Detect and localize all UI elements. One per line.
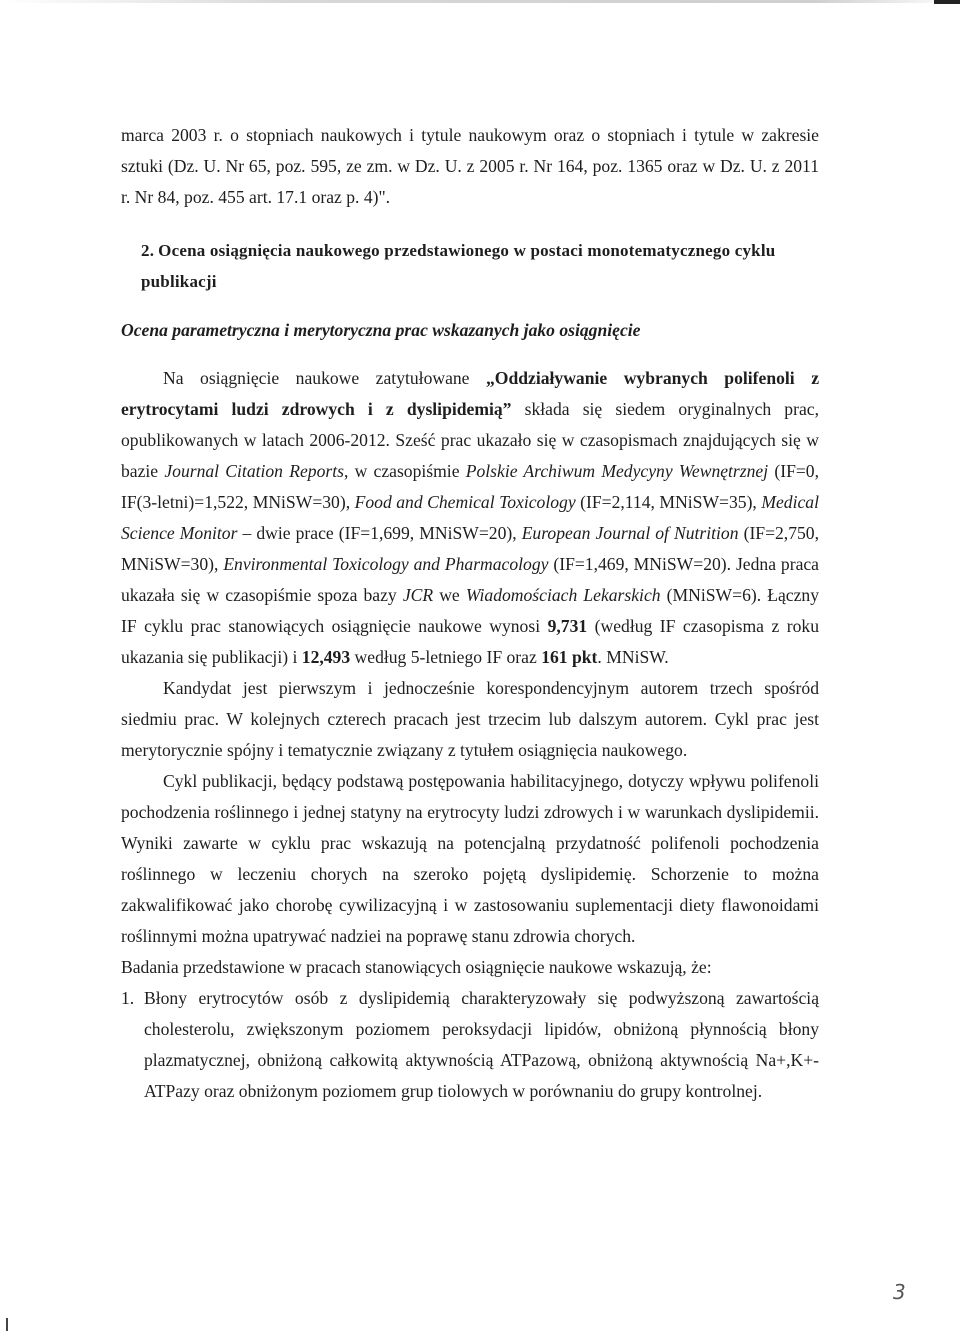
subheading: Ocena parametryczna i merytoryczna prac wskazanych jako osiągnięcie <box>121 320 641 340</box>
journal-name: Wiadomościach Lekarskich <box>465 585 661 605</box>
section-title-line2: publikacji <box>141 272 217 291</box>
text-run: składa się siedem oryginalnych prac, opublikowanych w latach 2006-2012. Sześć prac ukazało się w czasopismach znajdujących się w bazie <box>121 399 819 481</box>
journal-name: Food and Chemical Toxicology <box>354 492 576 512</box>
text-run: (MNiSW=6). Łączny IF cyklu prac stanowiących osiągnięcie naukowe wynosi <box>121 585 819 636</box>
paragraph-findings-intro: Badania przedstawione w pracach stanowiących osiągnięcie naukowe wskazują, że: <box>121 957 712 977</box>
text-run: . MNiSW. <box>597 647 669 667</box>
text-run: we <box>433 585 466 605</box>
text-run: (IF=0, IF(3-letni)=1,522, MNiSW=30), <box>121 461 819 512</box>
journal-name: Environmental Toxicology and Pharmacology <box>223 554 549 574</box>
document-body <box>121 120 819 1107</box>
paragraph-authorship: Kandydat jest pierwszym i jednocześnie korespondencyjnym autorem trzech spośród siedmiu prac. W kolejnych czterech pracach jest trzecim lub dalszym autorem. Cykl prac jest merytorycznie spójny i tematycznie związany z tytułem osiągnięcia naukowego. <box>121 678 819 760</box>
achievement-title: „Oddziaływanie wybranych polifenoli z erytrocytami ludzi zdrowych i z dyslipidemią” <box>121 368 819 419</box>
database-abbr: JCR <box>402 585 434 605</box>
text-run: (IF=2,114, MNiSW=35), <box>575 492 762 512</box>
scan-corner-mark <box>934 0 960 4</box>
impact-factor-total: 9,731 <box>547 616 588 636</box>
text-run: (IF=1,469, MNiSW=20). Jedna praca ukazała się w czasopiśmie spoza bazy <box>121 554 819 605</box>
text-run: według 5-letniego IF oraz <box>350 647 542 667</box>
section-heading <box>121 235 819 297</box>
section-number: 2. <box>141 241 155 260</box>
list-item <box>121 983 819 1107</box>
text-run: – dwie prace (IF=1,699, MNiSW=20), <box>237 523 522 543</box>
scan-edge-line <box>0 0 960 3</box>
text-run: (według IF czasopisma z roku ukazania się publikacji) i <box>121 616 819 667</box>
journal-name: European Journal of Nutrition <box>521 523 739 543</box>
intro-paragraph: marca 2003 r. o stopniach naukowych i tytule naukowym oraz o stopniach i tytule w zakresie sztuki (Dz. U. Nr 65, poz. 595, ze zm. w Dz. U. z 2005 r. Nr 164, poz. 1365 oraz w Dz. U. z 2011 r. Nr 84, poz. 455 art. 17.1 oraz p. 4)". <box>121 125 819 207</box>
journal-name: Polskie Archiwum Medycyny Wewnętrznej <box>465 461 769 481</box>
findings-list <box>121 983 819 1107</box>
scan-margin-mark <box>6 1318 8 1331</box>
text-run: , w czasopiśmie <box>343 461 466 481</box>
journal-name: Medical Science Monitor <box>121 492 819 543</box>
ministry-points: 161 pkt <box>541 647 598 667</box>
list-marker: 1. <box>121 988 135 1008</box>
database-name: Journal Citation Reports <box>164 461 344 481</box>
section-title-line1: Ocena osiągnięcia naukowego przedstawionego w postaci monotematycznego cyklu <box>158 241 776 260</box>
page-number: 3 <box>893 1280 906 1304</box>
text-run: Na osiągnięcie naukowe zatytułowane <box>163 368 486 388</box>
paragraph-publications <box>121 363 819 673</box>
list-item-text: Błony erytrocytów osób z dyslipidemią charakteryzowały się podwyższoną zawartością cholesterolu, zwiększonym poziomem peroksydacji lipidów, obniżoną płynnością błony plazmatycznej, obniżoną całkowitą aktywnością ATPazową, obniżoną aktywnością Na+,K+-ATPazy oraz obniżonym poziomem grup tiolowych w porównaniu do grupy kontrolnej. <box>144 988 819 1101</box>
impact-factor-5y: 12,493 <box>301 647 351 667</box>
text-run: (IF=2,750, MNiSW=30), <box>121 523 819 574</box>
paragraph-scope: Cykl publikacji, będący podstawą postępowania habilitacyjnego, dotyczy wpływu polifenoli pochodzenia roślinnego i jednej statyny na erytrocyty ludzi zdrowych i w warunkach dyslipidemii. Wyniki zawarte w cyklu prac wskazują na potencjalną przydatność polifenoli pochodzenia roślinnego w leczeniu chorych na szeroko pojętą dyslipidemię. Schorzenie to można zakwalifikować jako chorobę cywilizacyjną i w zastosowaniu suplementacji diety flawonoidami roślinnymi można upatrywać nadziei na poprawę stanu zdrowia chorych. <box>121 771 819 946</box>
